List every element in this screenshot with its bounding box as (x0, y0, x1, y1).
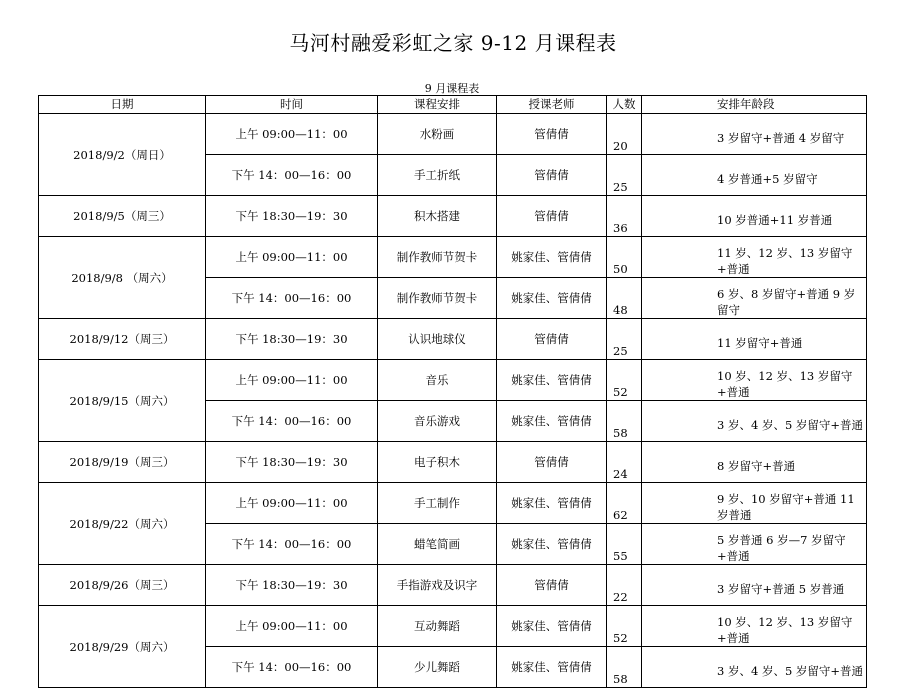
date-cell: 2018/9/5（周三） (39, 196, 206, 237)
table-subtitle: 9 月课程表 (424, 82, 480, 95)
header-course: 课程安排 (378, 96, 497, 114)
date-cell: 2018/9/26（周三） (39, 565, 206, 606)
ages-cell: 3 岁留守+普通 4 岁留守 (642, 114, 867, 155)
date-cell: 2018/9/22（周六） (39, 483, 206, 565)
table-row (39, 237, 867, 278)
teacher-cell: 姚家佳、管倩倩 (497, 278, 607, 319)
header-teacher: 授课老师 (497, 96, 607, 114)
ages-cell: 5 岁普通 6 岁—7 岁留守+普通 (642, 524, 867, 565)
count-cell: 48 (607, 278, 642, 319)
count-cell: 62 (607, 483, 642, 524)
ages-cell: 11 岁、12 岁、13 岁留守+普通 (642, 237, 867, 278)
table-row (39, 606, 867, 647)
course-cell: 认识地球仪 (378, 319, 497, 360)
teacher-cell: 姚家佳、管倩倩 (497, 401, 607, 442)
count-cell: 58 (607, 647, 642, 688)
count-cell: 58 (607, 401, 642, 442)
time-cell: 下午 18:30—19：30 (206, 319, 378, 360)
page-title: 马河村融爱彩虹之家 9-12 月课程表 (289, 31, 617, 55)
count-cell: 25 (607, 319, 642, 360)
ages-cell: 6 岁、8 岁留守+普通 9 岁留守 (642, 278, 867, 319)
teacher-cell: 姚家佳、管倩倩 (497, 360, 607, 401)
table-row (39, 319, 867, 360)
table-row (39, 442, 867, 483)
teacher-cell: 姚家佳、管倩倩 (497, 524, 607, 565)
header-date: 日期 (39, 96, 206, 114)
course-cell: 手指游戏及识字 (378, 565, 497, 606)
ages-cell: 4 岁普通+5 岁留守 (642, 155, 867, 196)
ages-cell: 11 岁留守+普通 (642, 319, 867, 360)
course-cell: 少儿舞蹈 (378, 647, 497, 688)
course-cell: 蜡笔简画 (378, 524, 497, 565)
header-row (39, 96, 867, 114)
schedule-body (39, 114, 867, 688)
teacher-cell: 管倩倩 (497, 565, 607, 606)
date-cell: 2018/9/15（周六） (39, 360, 206, 442)
date-cell: 2018/9/29（周六） (39, 606, 206, 688)
date-cell: 2018/9/12（周三） (39, 319, 206, 360)
course-cell: 手工制作 (378, 483, 497, 524)
time-cell: 下午 14：00—16：00 (206, 155, 378, 196)
course-cell: 制作教师节贺卡 (378, 237, 497, 278)
table-row (39, 565, 867, 606)
time-cell: 上午 09:00—11：00 (206, 483, 378, 524)
teacher-cell: 姚家佳、管倩倩 (497, 483, 607, 524)
time-cell: 下午 14：00—16：00 (206, 524, 378, 565)
count-cell: 25 (607, 155, 642, 196)
count-cell: 36 (607, 196, 642, 237)
time-cell: 上午 09:00—11：00 (206, 114, 378, 155)
teacher-cell: 姚家佳、管倩倩 (497, 606, 607, 647)
schedule-table (38, 95, 867, 688)
count-cell: 50 (607, 237, 642, 278)
ages-cell: 3 岁、4 岁、5 岁留守+普通 (642, 647, 867, 688)
teacher-cell: 管倩倩 (497, 319, 607, 360)
table-row (39, 196, 867, 237)
time-cell: 下午 18:30—19：30 (206, 196, 378, 237)
ages-cell: 3 岁、4 岁、5 岁留守+普通 (642, 401, 867, 442)
ages-cell: 3 岁留守+普通 5 岁普通 (642, 565, 867, 606)
course-cell: 积木搭建 (378, 196, 497, 237)
teacher-cell: 管倩倩 (497, 114, 607, 155)
teacher-cell: 姚家佳、管倩倩 (497, 647, 607, 688)
time-cell: 下午 14：00—16：00 (206, 647, 378, 688)
teacher-cell: 管倩倩 (497, 155, 607, 196)
count-cell: 52 (607, 360, 642, 401)
course-cell: 电子积木 (378, 442, 497, 483)
header-count: 人数 (607, 96, 642, 114)
table-row (39, 360, 867, 401)
date-cell: 2018/9/2（周日） (39, 114, 206, 196)
ages-cell: 10 岁、12 岁、13 岁留守+普通 (642, 360, 867, 401)
course-cell: 互动舞蹈 (378, 606, 497, 647)
date-cell: 2018/9/8 （周六） (39, 237, 206, 319)
time-cell: 下午 18:30—19：30 (206, 442, 378, 483)
time-cell: 上午 09:00—11：00 (206, 606, 378, 647)
table-row (39, 114, 867, 155)
count-cell: 52 (607, 606, 642, 647)
count-cell: 55 (607, 524, 642, 565)
time-cell: 上午 09:00—11：00 (206, 360, 378, 401)
header-ages: 安排年龄段 (642, 96, 867, 114)
ages-cell: 10 岁普通+11 岁普通 (642, 196, 867, 237)
course-cell: 手工折纸 (378, 155, 497, 196)
ages-cell: 10 岁、12 岁、13 岁留守+普通 (642, 606, 867, 647)
teacher-cell: 管倩倩 (497, 442, 607, 483)
count-cell: 24 (607, 442, 642, 483)
ages-cell: 8 岁留守+普通 (642, 442, 867, 483)
count-cell: 22 (607, 565, 642, 606)
teacher-cell: 姚家佳、管倩倩 (497, 237, 607, 278)
course-cell: 水粉画 (378, 114, 497, 155)
course-cell: 音乐游戏 (378, 401, 497, 442)
ages-cell: 9 岁、10 岁留守+普通 11 岁普通 (642, 483, 867, 524)
course-cell: 制作教师节贺卡 (378, 278, 497, 319)
time-cell: 下午 18:30—19：30 (206, 565, 378, 606)
teacher-cell: 管倩倩 (497, 196, 607, 237)
course-cell: 音乐 (378, 360, 497, 401)
header-time: 时间 (206, 96, 378, 114)
time-cell: 上午 09:00—11：00 (206, 237, 378, 278)
date-cell: 2018/9/19（周三） (39, 442, 206, 483)
table-row (39, 483, 867, 524)
time-cell: 下午 14：00—16：00 (206, 401, 378, 442)
time-cell: 下午 14：00—16：00 (206, 278, 378, 319)
count-cell: 20 (607, 114, 642, 155)
